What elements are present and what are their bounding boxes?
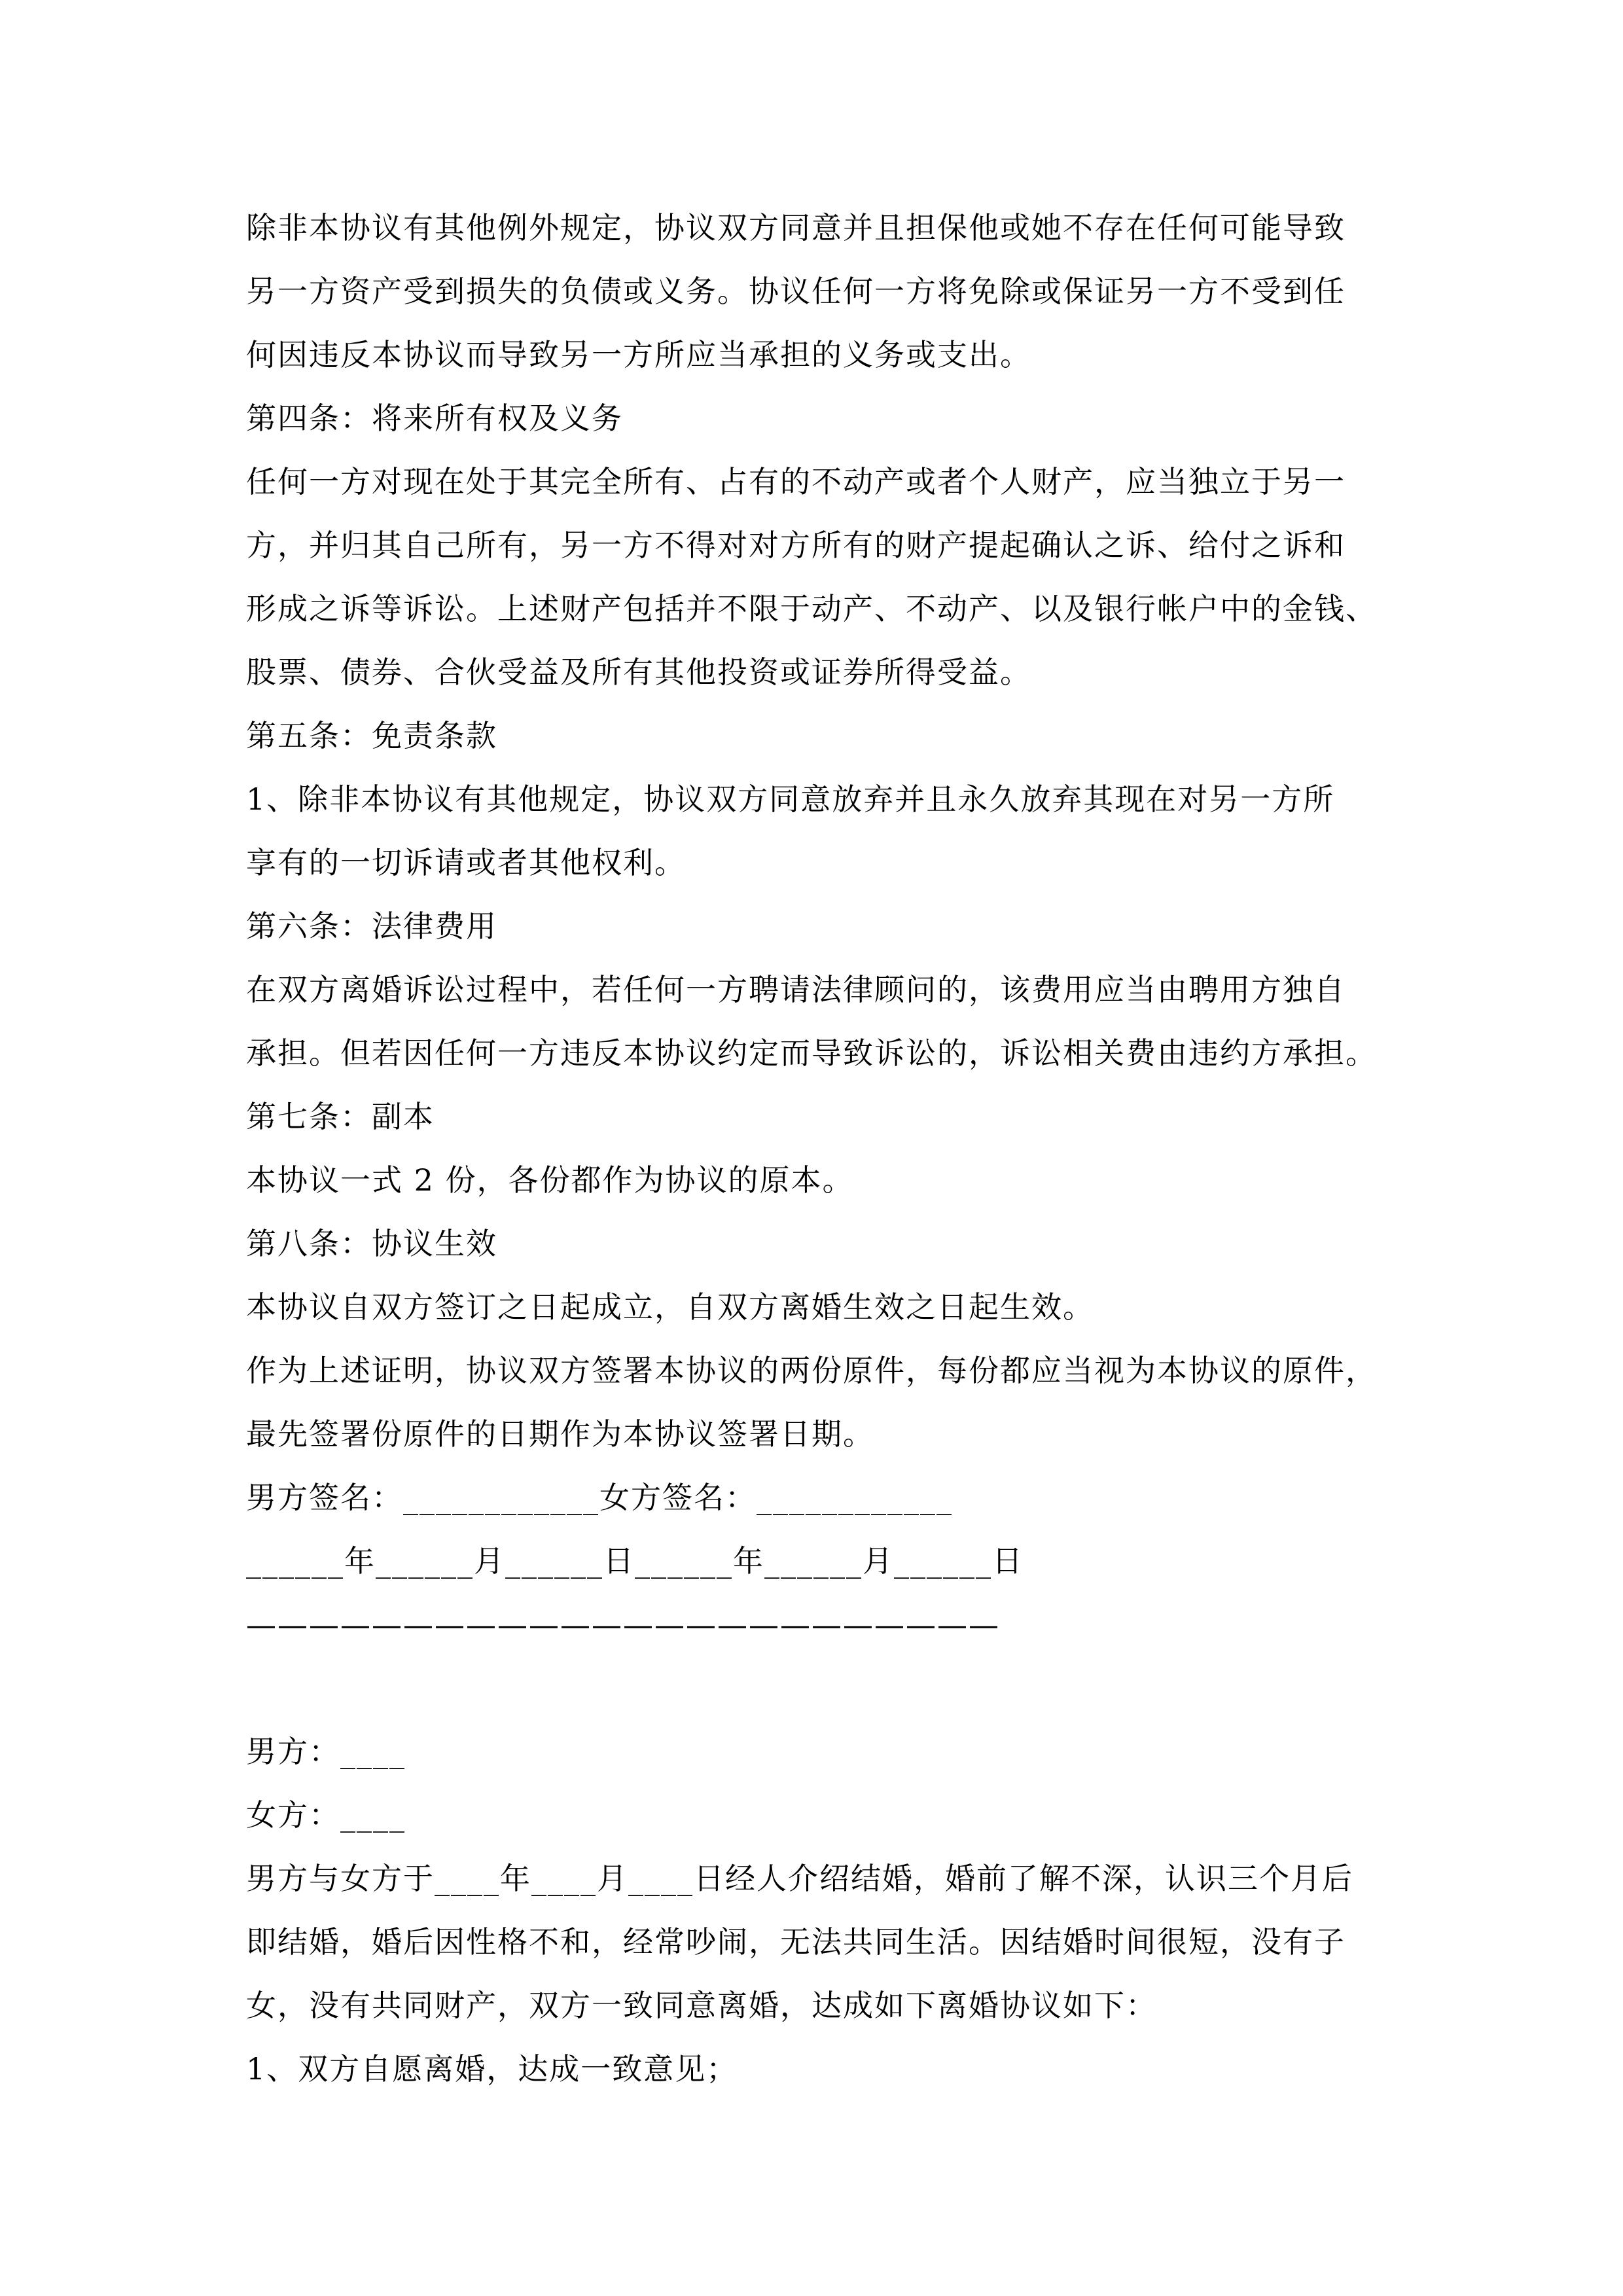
paragraph-line: 本协议自双方签订之日起成立，自双方离婚生效之日起生效。: [246, 1289, 1094, 1325]
document-page: [246, 196, 1385, 2101]
paragraph-line: 男方与女方于____年____月____日经人介绍结婚，婚前了解不深，认识三个月后: [246, 1861, 1353, 1896]
paragraph-line: 何因违反本协议而导致另一方所应当承担的义务或支出。: [246, 337, 1031, 372]
section-heading: 第五条：免责条款: [246, 718, 497, 753]
paragraph-line: 股票、债券、合伙受益及所有其他投资或证券所得受益。: [246, 655, 1031, 690]
paragraph-line: 在双方离婚诉讼过程中，若任何一方聘请法律顾问的，该费用应当由聘用方独自: [246, 972, 1346, 1007]
divider-line: ————————————————————————: [246, 1607, 1000, 1642]
paragraph-line: 承担。但若因任何一方违反本协议约定而导致诉讼的，诉讼相关费由违约方承担。: [246, 1035, 1377, 1071]
section-heading: 第八条：协议生效: [246, 1226, 497, 1261]
paragraph-line: 任何一方对现在处于其完全所有、占有的不动产或者个人财产，应当独立于另一: [246, 464, 1346, 499]
date-line: ______年______月______日______年______月______日: [246, 1543, 1024, 1579]
paragraph-line: 最先签署份原件的日期作为本协议签署日期。: [246, 1416, 874, 1452]
paragraph-line: 享有的一切诉请或者其他权利。: [246, 845, 686, 880]
spacer: [246, 1657, 1385, 1720]
party-line: 女方：____: [246, 1797, 406, 1833]
paragraph-line: 本协议一式 2 份，各份都作为协议的原本。: [246, 1162, 854, 1198]
paragraph-line: 作为上述证明，协议双方签署本协议的两份原件，每份都应当视为本协议的原件，: [246, 1353, 1377, 1388]
paragraph-line: 1、双方自愿离婚，达成一致意见；: [246, 2051, 738, 2087]
paragraph-line: 形成之诉等诉讼。上述财产包括并不限于动产、不动产、以及银行帐户中的金钱、: [246, 591, 1377, 626]
party-line: 男方：____: [246, 1734, 406, 1769]
paragraph-line: 除非本协议有其他例外规定，协议双方同意并且担保他或她不存在任何可能导致: [246, 210, 1346, 245]
paragraph-line: 方，并归其自己所有，另一方不得对对方所有的财产提起确认之诉、给付之诉和: [246, 528, 1346, 563]
section-heading: 第六条：法律费用: [246, 908, 497, 944]
signature-line: 男方签名：____________女方签名：____________: [246, 1480, 953, 1515]
section-heading: 第七条：副本: [246, 1099, 435, 1134]
paragraph-line: 即结婚，婚后因性格不和，经常吵闹，无法共同生活。因结婚时间很短，没有子: [246, 1924, 1346, 1960]
section-heading: 第四条：将来所有权及义务: [246, 401, 623, 436]
paragraph-line: 1、除非本协议有其他规定，协议双方同意放弃并且永久放弃其现在对另一方所: [246, 781, 1335, 817]
paragraph-line: 女，没有共同财产，双方一致同意离婚，达成如下离婚协议如下：: [246, 1988, 1157, 2023]
paragraph-line: 另一方资产受到损失的负债或义务。协议任何一方将免除或保证另一方不受到任: [246, 274, 1346, 309]
